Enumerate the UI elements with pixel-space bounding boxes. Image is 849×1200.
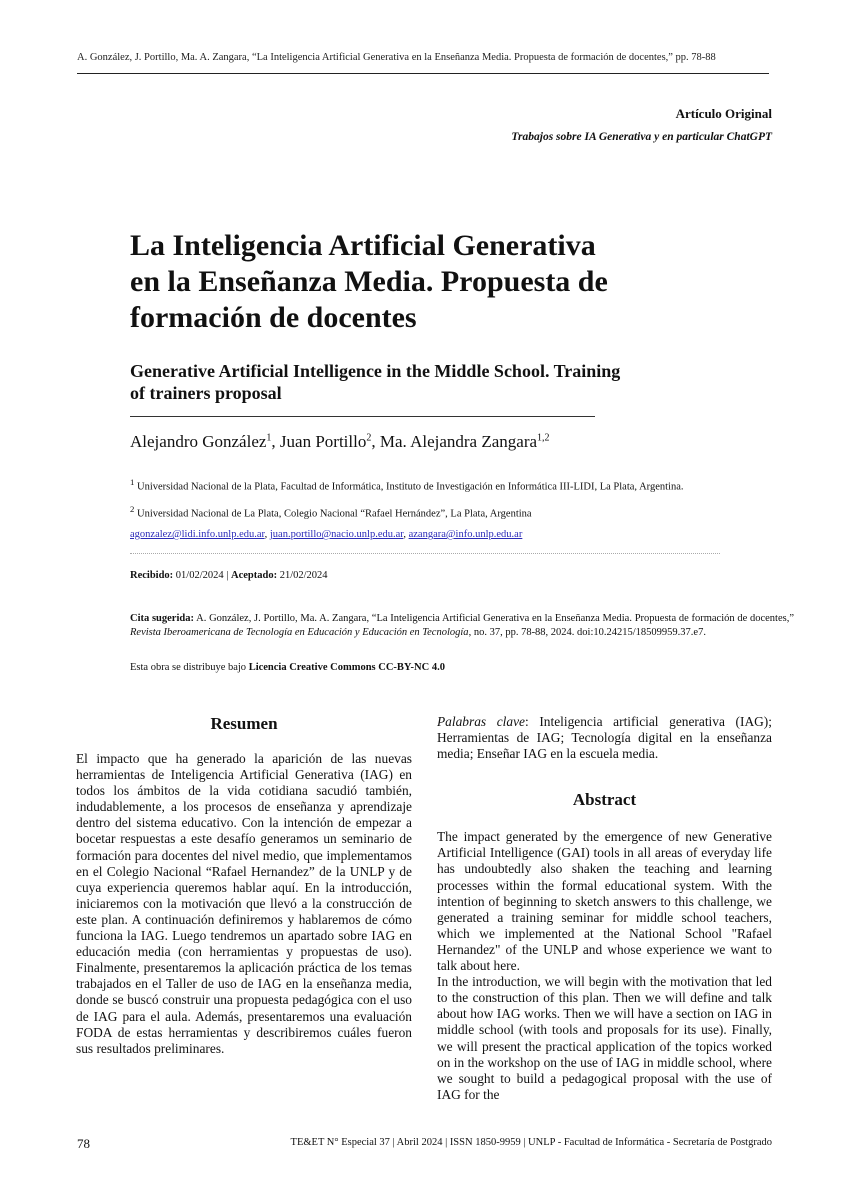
citation-label: Cita sugerida: [130,613,194,624]
abstract-heading: Abstract [572,790,637,810]
suggested-citation [130,612,794,639]
author-separator: , [271,432,280,451]
article-series: Trabajos sobre IA Generativa y en particular ChatGPT [511,131,772,143]
accepted-label: Aceptado: [230,570,278,581]
accepted-value: 21/02/2024 [277,570,328,581]
resumen-section [76,714,412,1057]
resumen-text [76,751,412,1057]
subtitle-line: Generative Artificial Intelligence in the Middle School. Training [130,361,621,381]
affiliation [130,503,730,521]
running-head: A. González, J. Portillo, Ma. A. Zangara, “La Inteligencia Artificial Generativa en la Enseñanza Media. Propuesta de formación de docentes,” pp. 78-88 [77,52,716,63]
email-link[interactable]: juan.portillo@nacio.unlp.edu.ar [269,529,404,540]
resumen-paragraph: El impacto que ha generado la aparición de las nuevas herramientas de Inteligencia Artificial Generativa (IAG) en todos los ámbitos de la vida cotidiana sacudió también, indudablemente, a los procesos de enseñanza y aprendizaje dentro del sistema educativo. Con la intención de empezar a bocetar respuestas a este desafío generamos un seminario de formación para docentes del nivel medio, que implementamos en el Colegio Nacional “Rafael Hernandez” de la UNLP y de cuya experiencia queremos hablar aquí. En la introducción, iniciaremos con la motivación que llevó a la construcción de este plan. A continuación definiremos y hablaremos de cómo funciona la IAG. Luego tendremos un apartado sobre IAG en educación media (con herramientas y propuestas de uso). Finalmente, presentaremos la aplicación práctica de los temas trabajados en el Taller de uso de IAG en la enseñanza media, donde se buscó construir una propuesta pedagógica con el uso de IAG para el aula. Además, presentaremos una evaluación FODA de estas herramientas y describiremos cuáles fueron sus resultados preliminares. [76,751,412,1056]
author-name: Alejandro González [130,432,267,451]
author-list [130,432,550,452]
email-link[interactable]: agonzalez@lidi.info.unlp.edu.ar [130,529,265,540]
author-emails [130,529,522,540]
license-prefix: Esta obra se distribuye bajo [130,662,249,673]
received-label: Recibido: [130,570,174,581]
paper-subtitle [130,360,730,404]
author-separator: , [371,432,380,451]
affiliation-mark: 1 [130,477,135,487]
license-note [130,662,445,673]
email-link[interactable]: azangara@info.unlp.edu.ar [408,529,523,540]
author-name: Ma. Alejandra Zangara [379,432,538,451]
submission-dates [130,570,328,581]
affiliation-text: Universidad Nacional de la Plata, Facultad de Informática, Instituto de Investigación en Informática III-LIDI, La Plata, Argentina. [137,481,684,493]
subtitle-line: of trainers proposal [130,383,282,403]
keywords-label: Palabras clave [437,714,525,729]
abstract-paragraph: The impact generated by the emergence of new Generative Artificial Intelligence (GAI) tools in all areas of everyday life has undoubtedly also shaken the teaching and learning processes within the formal educational system. With the intention of beginning to sketch answers to this challenge, we generated a training seminar for middle school teachers, which we implemented at the National School "Rafael Hernandez" of the UNLP and whose experience we want to talk about here. [437,829,772,974]
header-rule [77,73,769,74]
keywords [437,714,772,762]
received-value: 01/02/2024 | [173,570,231,581]
subtitle-rule [130,416,595,417]
title-line: La Inteligencia Artificial Generativa [130,229,596,262]
author-affiliation-mark: 1 [266,432,272,444]
page-number: 78 [77,1136,90,1151]
affiliation [130,476,730,494]
title-line: en la Enseñanza Media. Propuesta de [130,265,608,298]
title-line: formación de docentes [130,301,417,334]
keywords-text: : Inteligencia artificial generativa (IAG); Herramientas de IAG; Tecnología digital en la enseñanza media; Enseñar IAG en la escuela media. [437,714,772,762]
author-affiliation-mark: 1,2 [537,432,550,444]
article-type: Artículo Original [675,106,772,121]
abstract-paragraph: In the introduction, we will begin with the motivation that led to the construction of this plan. Then we will define and talk about how IAG works. Then we will have a section on IAG in middle school (with tools and proposals for its use). Finally, we will present the practical application of the topics worked on in the workshop on the use of IAG in middle school, where we sought to build a pedagogical proposal with the use of IAG for the [437,974,772,1102]
paper-title [130,228,750,336]
citation-text: A. González, J. Portillo, Ma. A. Zangara, “La Inteligencia Artificial Generativa en la Enseñanza Media. Propuesta de formación de docentes,” [193,613,795,624]
license-name: Licencia Creative Commons CC-BY-NC 4.0 [248,662,445,673]
email-separator: , [264,529,270,540]
affiliation-text: Universidad Nacional de La Plata, Colegio Nacional “Rafael Hernández”, La Plata, Argentina [137,508,532,520]
resumen-heading: Resumen [210,714,278,733]
right-column [437,714,772,1103]
citation-journal: Revista Iberoamericana de Tecnología en Educación y Educación en Tecnología [130,626,469,638]
footer-info: TE&ET N° Especial 37 | Abril 2024 | ISSN 1850-9959 | UNLP - Facultad de Informática - Secretaría de Postgrado [290,1137,772,1148]
author-name: Juan Portillo [279,432,367,451]
abstract-text [437,829,772,1103]
author-affiliation-mark: 2 [366,432,372,444]
email-separator: , [403,529,409,540]
dotted-divider [130,553,720,554]
affiliation-mark: 2 [130,504,135,514]
citation-text: , no. 37, pp. 78-88, 2024. doi:10.24215/18509959.37.e7. [468,626,706,638]
